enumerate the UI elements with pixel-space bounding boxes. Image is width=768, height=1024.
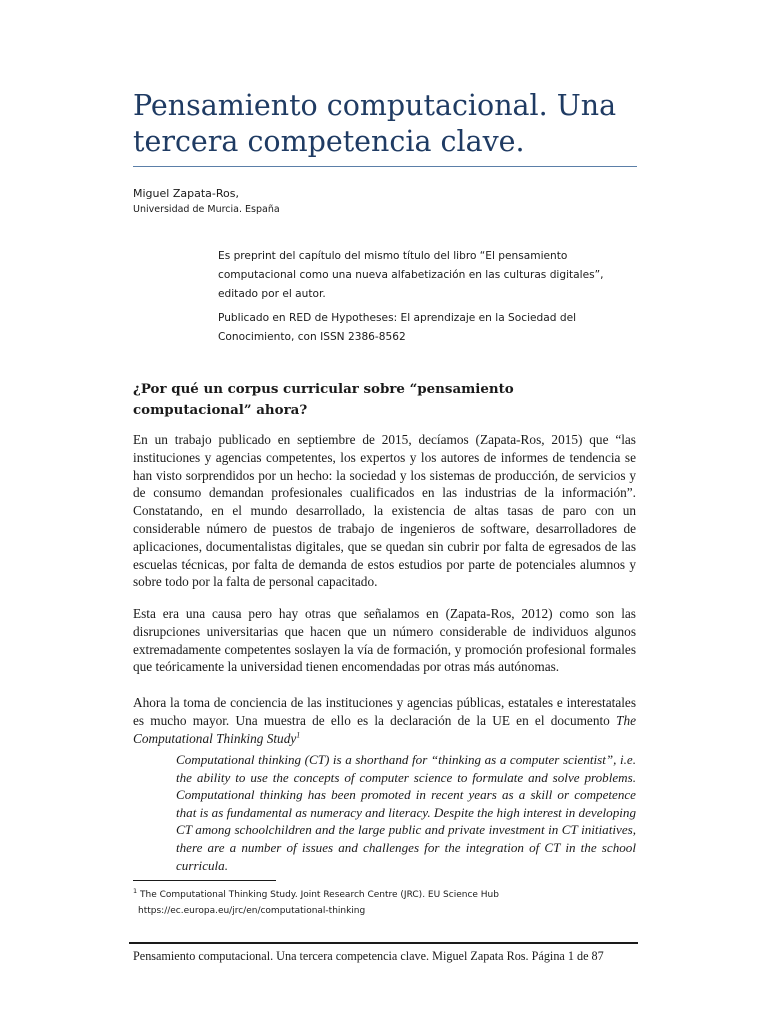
- section-heading: ¿Por qué un corpus curricular sobre “pensamiento computacional” ahora?: [133, 381, 514, 418]
- author-affiliation: Universidad de Murcia. España: [133, 204, 280, 215]
- footnote-link[interactable]: https://ec.europa.eu/jrc/en/computational-thinking: [138, 906, 366, 916]
- block-quote: Computational thinking (CT) is a shorthand for “thinking as a computer scientist”, i.e. the ability to use the concepts of computer science to formulate and solve problems. Computational thinking has been promoted in recent years as a skill or competence that is as fundamental as numeracy and literacy. Despite the high interest in developing CT among schoolchildren and the large public and private investment in CT initiatives, there are a number of issues and challenges for the integration of CT in the school curricula.: [176, 752, 636, 873]
- footnote-text: The Computational Thinking Study. Joint Research Centre (JRC). EU Science Hub: [140, 890, 499, 900]
- preprint-note: Es preprint del capítulo del mismo título del libro “El pensamiento computacional como una nueva alfabetización en las culturas digitales”, editado por el autor.: [218, 250, 604, 300]
- title-divider: [133, 166, 637, 167]
- footnote-reference[interactable]: 1: [296, 730, 301, 740]
- footnote-divider: [133, 880, 276, 881]
- footer-divider: [129, 942, 638, 944]
- body-paragraph: Esta era una causa pero hay otras que señalamos en (Zapata-Ros, 2012) como son las disrupciones universitarias que hacen que un número considerable de individuos algunos extremadamente competentes soslayen la vía de formación, y promoción profesional formales que teóricamente la universidad tienen encomendadas por otras más autónomas.: [133, 606, 636, 675]
- publication-note: Publicado en RED de Hypotheses: El aprendizaje en la Sociedad del Conocimiento, con ISSN 2386-8562: [218, 312, 577, 343]
- paragraph-text: Ahora la toma de conciencia de las instituciones y agencias públicas, estatales e interestatales es mucho mayor. Una muestra de ello es la declaración de la UE en el documento: [133, 695, 636, 728]
- study-title: The Computational Thinking Study: [133, 712, 636, 746]
- author-name: Miguel Zapata-Ros,: [133, 187, 239, 200]
- body-paragraph: [133, 694, 636, 747]
- page-title: Pensamiento computacional. Una tercera competencia clave.: [133, 89, 617, 158]
- footnote-number: 1: [133, 887, 138, 895]
- page-footer: Pensamiento computacional. Una tercera competencia clave. Miguel Zapata Ros. Página 1 de 87: [133, 949, 604, 963]
- footnote: [133, 887, 633, 919]
- body-paragraph: En un trabajo publicado en septiembre de 2015, decíamos (Zapata-Ros, 2015) que “las instituciones y agencias competentes, los expertos y los autores de informes de tendencia se han visto sorprendidos por un hecho: la sociedad y los sistemas de producción, de servicios y de consumo demandan profesionales cualificados en las industrias de la información”. Constatando, en el mundo desarrollado, la existencia de altas tasas de paro con un considerable número de puestos de trabajo de ingenieros de software, desarrolladores de aplicaciones, documentalistas digitales, que se quedan sin cubrir por falta de egresados de las escuelas técnicas, por falta de demanda de estos estudios por parte de potenciales alumnos y sobre todo por la falta de personal capacitado.: [133, 432, 636, 590]
